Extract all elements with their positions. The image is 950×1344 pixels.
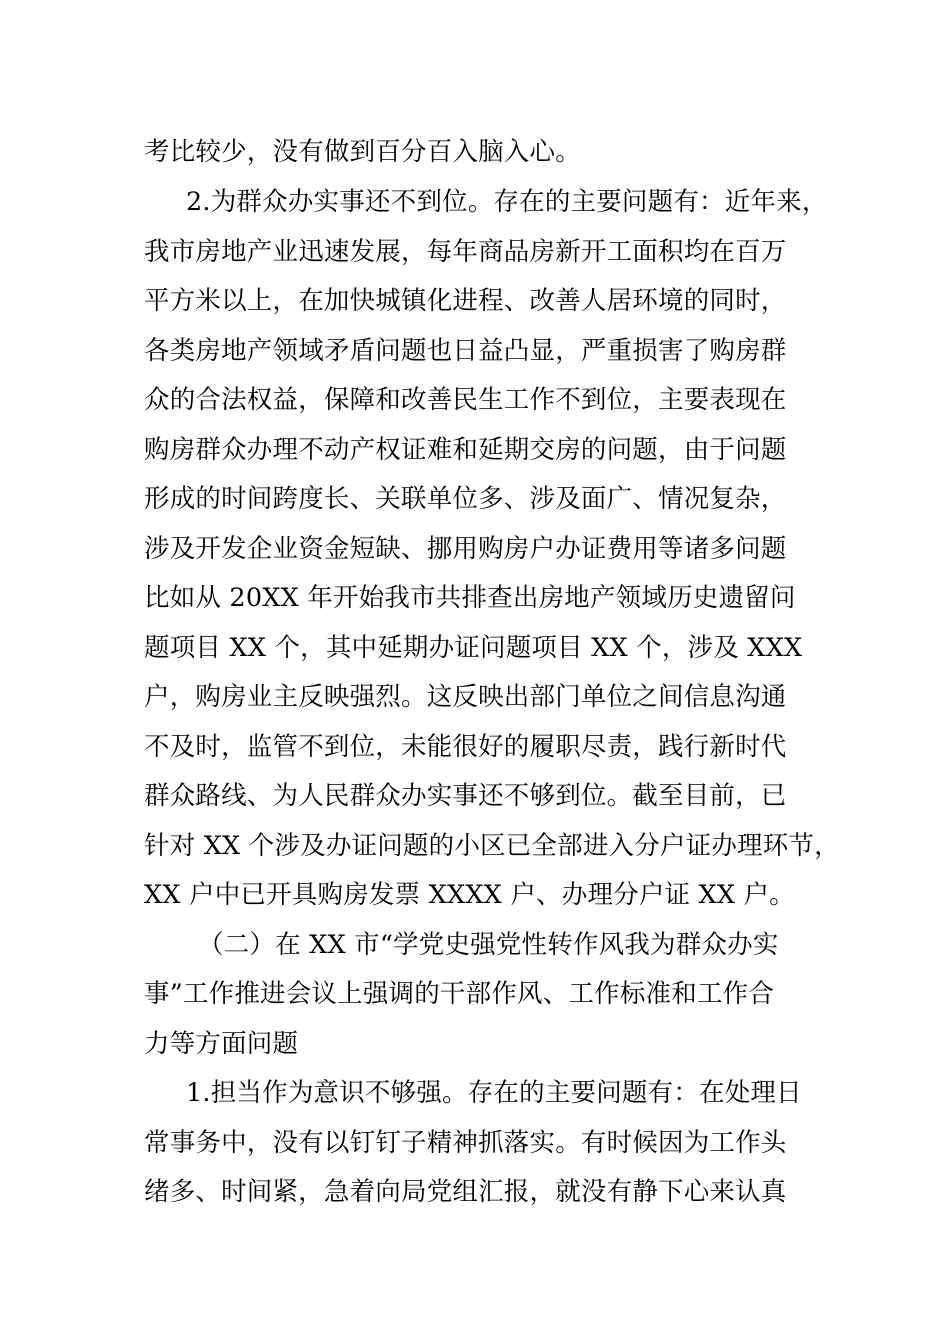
text-line: XX 户中已开具购房发票 XXXX 户、办理分户证 XX 户。 [144,880,795,910]
text-line: 群众路线、为人民群众办实事还不够到位。截至目前，已 [144,781,787,811]
text-line: 各类房地产领域矛盾问题也日益凸显，严重损害了购房群 [144,336,787,366]
text-line: 常事务中，没有以钉钉子精神抓落实。有时候因为工作头 [144,1128,787,1158]
text-line: 众的合法权益，保障和改善民生工作不到位，主要表现在 [144,385,787,415]
paragraph-heading-1: 1.担当作为意识不够强。存在的主要问题有：在处理日 [186,1078,802,1108]
text-line: 事”工作推进会议上强调的干部作风、工作标准和工作合 [144,979,775,1009]
paragraph-heading-2: 2.为群众办实事还不到位。存在的主要问题有：近年来， [186,187,828,217]
text-line: 针对 XX 个涉及办证问题的小区已全部进入分户证办理环节， [144,831,840,861]
section-heading-2: （二）在 XX 市“学党史强党性转作风我为群众办实 [198,930,779,960]
text-line: 涉及开发企业资金短缺、挪用购房户办证费用等诸多问题 [144,534,787,564]
text-line: 我市房地产业迅速发展，每年商品房新开工面积均在百万 [144,237,787,267]
text-line: 不及时，监管不到位，未能很好的履职尽责，践行新时代 [144,732,787,762]
text-line: 比如从 20XX 年开始我市共排查出房地产领域历史遗留问 [144,583,796,613]
text-line: 平方米以上，在加快城镇化进程、改善人居环境的同时， [144,286,787,316]
text-line: 形成的时间跨度长、关联单位多、涉及面广、情况复杂， [144,484,787,514]
text-line: 绪多、时间紧，急着向局党组汇报，就没有静下心来认真 [144,1177,787,1207]
text-line: 户，购房业主反映强烈。这反映出部门单位之间信息沟通 [144,682,787,712]
text-line: 题项目 XX 个，其中延期办证问题项目 XX 个，涉及 XXX [144,633,803,663]
text-line: 力等方面问题 [144,1029,299,1059]
text-line: 考比较少，没有做到百分百入脑入心。 [144,137,581,167]
text-line: 购房群众办理不动产权证难和延期交房的问题，由于问题 [144,435,787,465]
